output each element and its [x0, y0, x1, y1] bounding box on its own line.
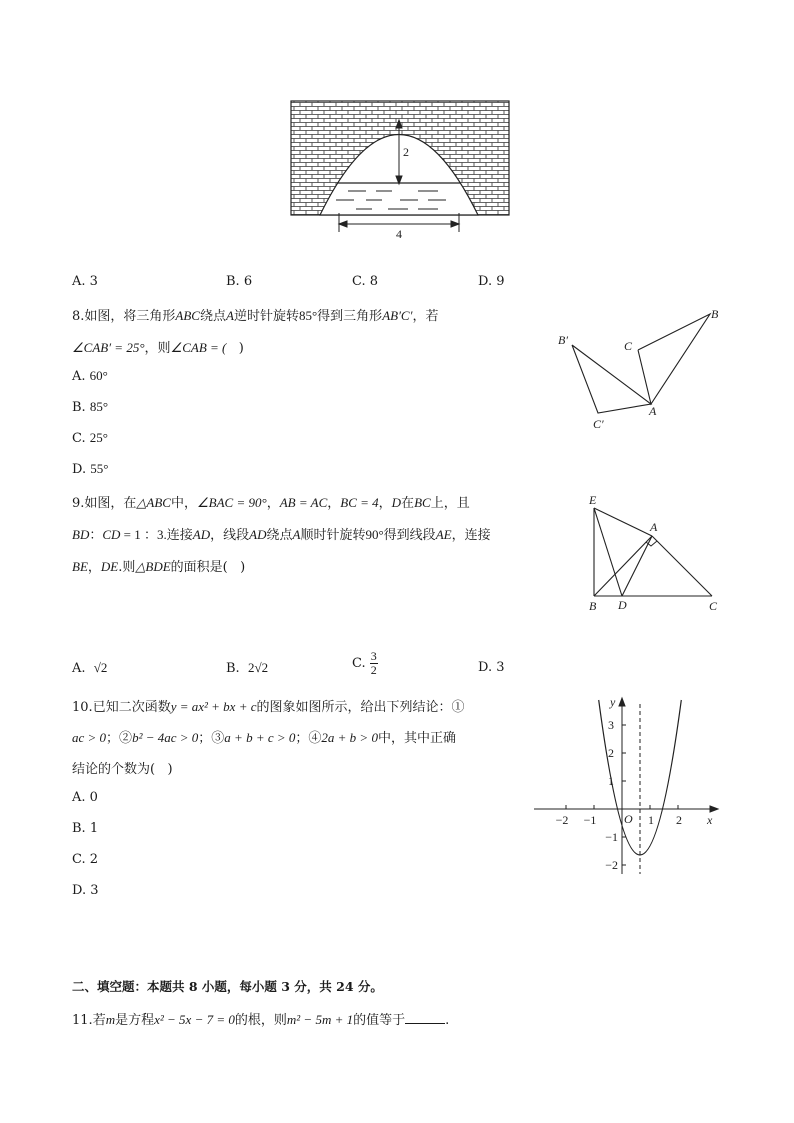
option-letter: C.: [352, 656, 366, 671]
q8-option-d[interactable]: [72, 461, 108, 477]
math: x² − 5x − 7 = 0: [154, 1012, 235, 1027]
q8-option-a[interactable]: [72, 368, 108, 384]
text: ；④: [295, 731, 322, 746]
label-c: C: [709, 599, 718, 613]
text: ，则: [144, 341, 171, 356]
math: BC = 4: [340, 495, 379, 510]
text: 中，: [170, 496, 197, 511]
text: 已知二次函数: [92, 700, 171, 715]
x-axis-arrow: [710, 806, 718, 812]
q7-option-d[interactable]: [478, 274, 505, 289]
option-text: 55°: [90, 461, 109, 476]
q9-figure: [580, 490, 730, 618]
numerator: 3: [370, 649, 377, 663]
q9-option-a[interactable]: [72, 660, 107, 676]
text: 中，其中正确: [377, 731, 456, 746]
math: AD: [192, 527, 211, 542]
q10-option-c[interactable]: [72, 852, 98, 867]
text: ): [240, 560, 246, 575]
math: AB = AC: [279, 495, 328, 510]
option-letter: B.: [72, 400, 86, 415]
q8-option-c[interactable]: [72, 430, 108, 446]
text: ，线段: [210, 528, 250, 543]
text: ：: [89, 528, 103, 543]
q9-stem-line3: [72, 556, 245, 575]
option-text: 6: [243, 274, 253, 289]
option-letter: A.: [72, 274, 86, 289]
x-tick-label: 2: [676, 813, 682, 827]
text: 的值等于: [353, 1013, 406, 1028]
q10-option-b[interactable]: [72, 821, 98, 836]
text: 的根，则: [234, 1013, 287, 1028]
q8-stem-line1: [72, 305, 438, 324]
question-number: 9.: [72, 496, 85, 511]
option-letter: A.: [72, 369, 86, 384]
denominator: 2: [370, 663, 377, 677]
height-label: 2: [403, 145, 409, 159]
text: ，: [327, 496, 341, 511]
option-text: 0: [89, 790, 98, 805]
text: 逆时针旋转: [233, 309, 299, 324]
text: 得到三角形: [317, 309, 383, 324]
q7-option-b[interactable]: [226, 274, 252, 289]
fraction-three-halves: [370, 650, 378, 677]
option-text: 3: [496, 660, 505, 675]
label-a: A: [650, 520, 658, 534]
y-tick-label: −1: [605, 830, 618, 844]
q8-option-b[interactable]: [72, 399, 108, 415]
math: A: [226, 308, 234, 323]
q10-option-d[interactable]: [72, 883, 99, 898]
math: 85°: [298, 308, 318, 323]
q7-option-a[interactable]: [72, 274, 98, 289]
text: 如图，在: [84, 496, 137, 511]
text: 在: [401, 496, 415, 511]
text: ，: [266, 496, 280, 511]
text: 连接: [166, 528, 193, 543]
x-tick-label: 1: [648, 813, 654, 827]
label-b: B: [711, 307, 719, 321]
math: BC: [414, 495, 431, 510]
label-b-prime: B′: [558, 333, 568, 347]
x-tick-label: −1: [583, 813, 597, 827]
text: 得到线段: [383, 528, 436, 543]
option-letter: D.: [478, 274, 493, 289]
answer-blank[interactable]: [405, 1011, 445, 1024]
option-text: 60°: [89, 368, 108, 383]
segment-ad: [622, 536, 652, 596]
math: y = ax² + bx + c: [170, 699, 257, 714]
question-number: 8.: [72, 309, 85, 324]
math: AD: [249, 527, 267, 542]
math: ac > 0: [72, 730, 107, 745]
math: 90°: [365, 527, 384, 542]
text: ，: [378, 496, 392, 511]
section-two-heading: 二、填空题：本题共 8 小题，每小题 3 分，共 24 分。: [72, 979, 383, 994]
math: a + b + c > 0: [224, 730, 296, 745]
label-d: D: [618, 598, 627, 612]
label-b: B: [589, 599, 597, 613]
y-tick-label: 3: [608, 718, 614, 732]
math: ABC: [175, 308, 200, 323]
q8-stem-line2: [72, 337, 244, 356]
segment-ed: [594, 508, 622, 596]
text: 是方程: [115, 1013, 155, 1028]
text: 若: [92, 1013, 106, 1028]
text: .: [445, 1013, 450, 1028]
math: m² − 5m + 1: [286, 1012, 354, 1027]
math: A: [292, 527, 301, 542]
text: 的图象如图所示，给出下列结论：①: [256, 700, 465, 715]
q10-stem-line1: [72, 696, 465, 715]
option-letter: C.: [72, 852, 86, 867]
option-text: 8: [369, 274, 379, 289]
option-letter: C.: [72, 431, 86, 446]
q11-stem: [72, 1009, 449, 1028]
math: ∠CAB = (: [170, 340, 227, 355]
text: ，: [87, 560, 101, 575]
text: 结论的个数为(: [72, 762, 156, 777]
math: b² − 4ac > 0: [132, 730, 199, 745]
y-tick-label: 1: [608, 774, 614, 788]
text: 的面积是(: [170, 560, 228, 575]
option-text: √2: [93, 660, 108, 675]
option-letter: C.: [352, 274, 366, 289]
text: 绕点: [266, 528, 293, 543]
math: 2a + b > 0: [321, 730, 378, 745]
option-text: 3: [90, 883, 99, 898]
math: AE: [435, 527, 452, 542]
math: BE: [72, 559, 88, 574]
width-label: 4: [396, 227, 402, 240]
y-tick-label: −2: [605, 858, 618, 872]
text: ，若: [412, 309, 439, 324]
option-letter: B.: [226, 661, 240, 676]
x-axis-label: x: [707, 813, 713, 827]
option-letter: D.: [478, 660, 493, 675]
text: 上，且: [430, 496, 470, 511]
y-ticks: [622, 725, 626, 865]
math: AB′C′: [382, 308, 413, 323]
option-letter: B.: [72, 821, 86, 836]
q10-stem-line2: [72, 727, 456, 746]
math: △ABC: [136, 495, 171, 510]
math: m: [105, 1012, 116, 1027]
q9-stem-line1: [72, 492, 470, 511]
option-text: 3: [89, 274, 98, 289]
option-letter: D.: [72, 883, 87, 898]
question-number: 10.: [72, 700, 93, 715]
q10-stem-line3: [72, 758, 173, 777]
math: ∠BAC = 90°: [197, 495, 267, 510]
option-text: 2: [89, 852, 99, 867]
text: 绕点: [199, 309, 226, 324]
math: ∠CAB′ = 25°: [72, 340, 145, 355]
triangle-abc: [638, 314, 710, 404]
text: ；②: [106, 731, 133, 746]
option-letter: A.: [72, 790, 86, 805]
option-text: 85°: [89, 399, 109, 414]
y-axis-arrow: [619, 698, 625, 706]
q7-option-c[interactable]: [352, 274, 378, 289]
y-tick-label: 2: [608, 746, 614, 760]
y-axis-label: y: [610, 695, 616, 709]
math: DE: [100, 559, 119, 574]
option-text: 1: [89, 821, 99, 836]
option-text: 2√2: [247, 660, 269, 675]
q9-option-b[interactable]: [226, 660, 268, 676]
q10-graph: [530, 690, 730, 880]
q10-option-a[interactable]: [72, 790, 98, 805]
q8-figure: [550, 300, 730, 435]
math: BD: [72, 527, 90, 542]
math: = 1 ：3.: [120, 527, 167, 542]
label-a: A: [649, 404, 657, 418]
option-letter: B.: [226, 274, 240, 289]
q9-option-c[interactable]: [352, 650, 378, 677]
segment-ba: [594, 536, 652, 596]
option-letter: A.: [72, 661, 86, 676]
text: 如图，将三角形: [84, 309, 176, 324]
text: ；③: [198, 731, 225, 746]
option-text: 9: [496, 274, 505, 289]
x-tick-label: −2: [555, 813, 569, 827]
origin-label: O: [624, 812, 633, 826]
text: 顺时针旋转: [300, 528, 366, 543]
label-e: E: [589, 493, 597, 507]
question-number: 11.: [72, 1013, 93, 1028]
text: ): [238, 341, 244, 356]
math: D: [391, 495, 402, 510]
label-c-prime: C′: [593, 417, 604, 431]
label-c: C: [624, 339, 633, 353]
text: ，连接: [451, 528, 491, 543]
segment-ea: [594, 508, 652, 536]
q9-stem-line2: [72, 524, 491, 543]
option-letter: D.: [72, 462, 87, 477]
q9-option-d[interactable]: [478, 660, 505, 675]
text: ): [167, 762, 173, 777]
segment-ac: [652, 536, 712, 596]
q7-figure: [288, 98, 514, 240]
text: .则: [118, 560, 136, 575]
math: CD: [102, 527, 121, 542]
math: △BDE: [135, 559, 171, 574]
option-text: 25°: [89, 430, 108, 445]
